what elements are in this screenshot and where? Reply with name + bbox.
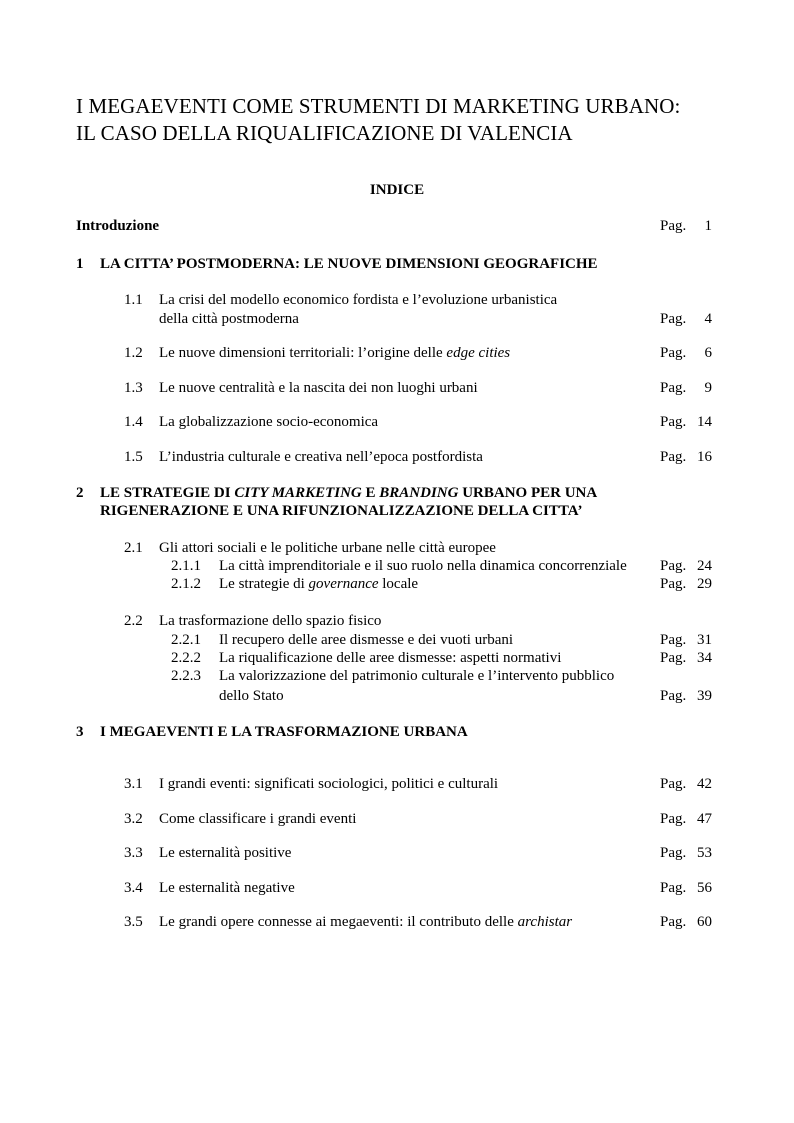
- pag-label: Pag.: [660, 632, 687, 648]
- pag-label: Pag.: [660, 914, 687, 930]
- subsection-title: [219, 576, 418, 593]
- pag-label: Pag.: [660, 380, 687, 396]
- chapter-2-title-part: URBANO PER UNA: [458, 485, 598, 501]
- page-number: 14: [697, 414, 712, 430]
- subsection-number: 2.2.3: [171, 668, 201, 684]
- subsection-number: 2.1.1: [171, 558, 201, 574]
- chapter-2-number: 2: [76, 485, 84, 501]
- section-title: I grandi eventi: significati sociologici, politici e culturali: [159, 776, 499, 792]
- subsection-number: 2.1.2: [171, 576, 201, 592]
- page-number: 9: [704, 380, 712, 396]
- page-number: 31: [697, 632, 712, 648]
- page-number: 16: [697, 449, 712, 465]
- subsection-title: La riqualificazione delle aree dismesse: aspetti normativi: [219, 650, 562, 666]
- chapter-1-title: LA CITTA’ POSTMODERNA: LE NUOVE DIMENSIONI GEOGRAFICHE: [100, 256, 598, 272]
- section-title: Le nuove centralità e la nascita dei non luoghi urbani: [159, 380, 478, 396]
- section-number: 3.4: [124, 880, 143, 896]
- chapter-2-title-italic: CITY MARKETING: [234, 485, 362, 501]
- section-title: L’industria culturale e creativa nell’epoca postfordista: [159, 449, 483, 465]
- page-number: 6: [704, 345, 712, 361]
- pag-label: Pag.: [660, 558, 687, 574]
- chapter-3-title: I MEGAEVENTI E LA TRASFORMAZIONE URBANA: [100, 724, 468, 740]
- section-title: La globalizzazione socio-economica: [159, 414, 379, 430]
- page-number: 39: [697, 688, 712, 704]
- pag-label: Pag.: [660, 311, 687, 327]
- pag-label: Pag.: [660, 650, 687, 666]
- pag-label: Pag.: [660, 218, 687, 234]
- chapter-2-title-part: LE STRATEGIE DI: [100, 485, 235, 501]
- section-title-italic: archistar: [517, 914, 573, 930]
- subsection-title: Il recupero delle aree dismesse e dei vuoti urbani: [219, 632, 514, 648]
- section-title-text: Le grandi opere connesse ai megaeventi: il contributo delle: [159, 914, 518, 930]
- section-number: 3.3: [124, 845, 143, 861]
- page-number: 60: [697, 914, 712, 930]
- section-title: Le esternalità negative: [159, 880, 295, 896]
- chapter-1-number: 1: [76, 256, 84, 272]
- section-title: La trasformazione dello spazio fisico: [159, 613, 382, 629]
- page-number: 34: [697, 650, 712, 666]
- section-number: 3.1: [124, 776, 143, 792]
- section-title: [159, 345, 510, 362]
- section-title-text: Le nuove dimensioni territoriali: l’origine delle: [159, 345, 447, 361]
- page-number: 42: [697, 776, 712, 792]
- section-number: 1.4: [124, 414, 143, 430]
- section-number: 1.2: [124, 345, 143, 361]
- section-title: Le esternalità positive: [159, 845, 292, 861]
- chapter-2-title: [100, 485, 597, 502]
- subsection-title-text: locale: [378, 576, 419, 592]
- section-title: Gli attori sociali e le politiche urbane nelle città europee: [159, 540, 496, 556]
- page-number: 29: [697, 576, 712, 592]
- pag-label: Pag.: [660, 345, 687, 361]
- pag-label: Pag.: [660, 776, 687, 792]
- section-title: La crisi del modello economico fordista e l’evoluzione urbanistica: [159, 292, 558, 308]
- pag-label: Pag.: [660, 414, 687, 430]
- page-number: 24: [697, 558, 712, 574]
- chapter-3-number: 3: [76, 724, 84, 740]
- subsection-title: La città imprenditoriale e il suo ruolo nella dinamica concorrenziale: [219, 558, 627, 574]
- subsection-title-text: Le strategie di: [219, 576, 309, 592]
- page-number: 53: [697, 845, 712, 861]
- page-number: 56: [697, 880, 712, 896]
- document-title-line-1: I MEGAEVENTI COME STRUMENTI DI MARKETING URBANO:: [76, 94, 681, 118]
- section-number: 3.2: [124, 811, 143, 827]
- chapter-2-title-italic: BRANDING: [379, 485, 459, 501]
- subsection-number: 2.2.2: [171, 650, 201, 666]
- pag-label: Pag.: [660, 576, 687, 592]
- section-number: 1.3: [124, 380, 143, 396]
- page-number: 1: [704, 218, 712, 234]
- pag-label: Pag.: [660, 688, 687, 704]
- page-number: 47: [697, 811, 712, 827]
- chapter-2-title-part: E: [361, 485, 380, 501]
- pag-label: Pag.: [660, 449, 687, 465]
- index-heading: INDICE: [369, 182, 425, 198]
- subsection-title-continued: dello Stato: [219, 688, 284, 704]
- page-number: 4: [704, 311, 712, 327]
- section-number: 1.5: [124, 449, 143, 465]
- section-title-italic: edge cities: [446, 345, 511, 361]
- pag-label: Pag.: [660, 880, 687, 896]
- pag-label: Pag.: [660, 811, 687, 827]
- intro-label: Introduzione: [76, 218, 160, 234]
- subsection-title-italic: governance: [308, 576, 379, 592]
- section-title: Come classificare i grandi eventi: [159, 811, 357, 827]
- subsection-title: La valorizzazione del patrimonio culturale e l’intervento pubblico: [219, 668, 615, 684]
- section-number: 2.1: [124, 540, 143, 556]
- subsection-number: 2.2.1: [171, 632, 201, 648]
- section-title-continued: della città postmoderna: [159, 311, 299, 327]
- pag-label: Pag.: [660, 845, 687, 861]
- section-title: [159, 914, 572, 931]
- chapter-2-title-continued: RIGENERAZIONE E UNA RIFUNZIONALIZZAZIONE DELLA CITTA’: [100, 503, 583, 519]
- section-number: 3.5: [124, 914, 143, 930]
- section-number: 1.1: [124, 292, 143, 308]
- document-title-line-2: IL CASO DELLA RIQUALIFICAZIONE DI VALENCIA: [76, 121, 573, 145]
- section-number: 2.2: [124, 613, 143, 629]
